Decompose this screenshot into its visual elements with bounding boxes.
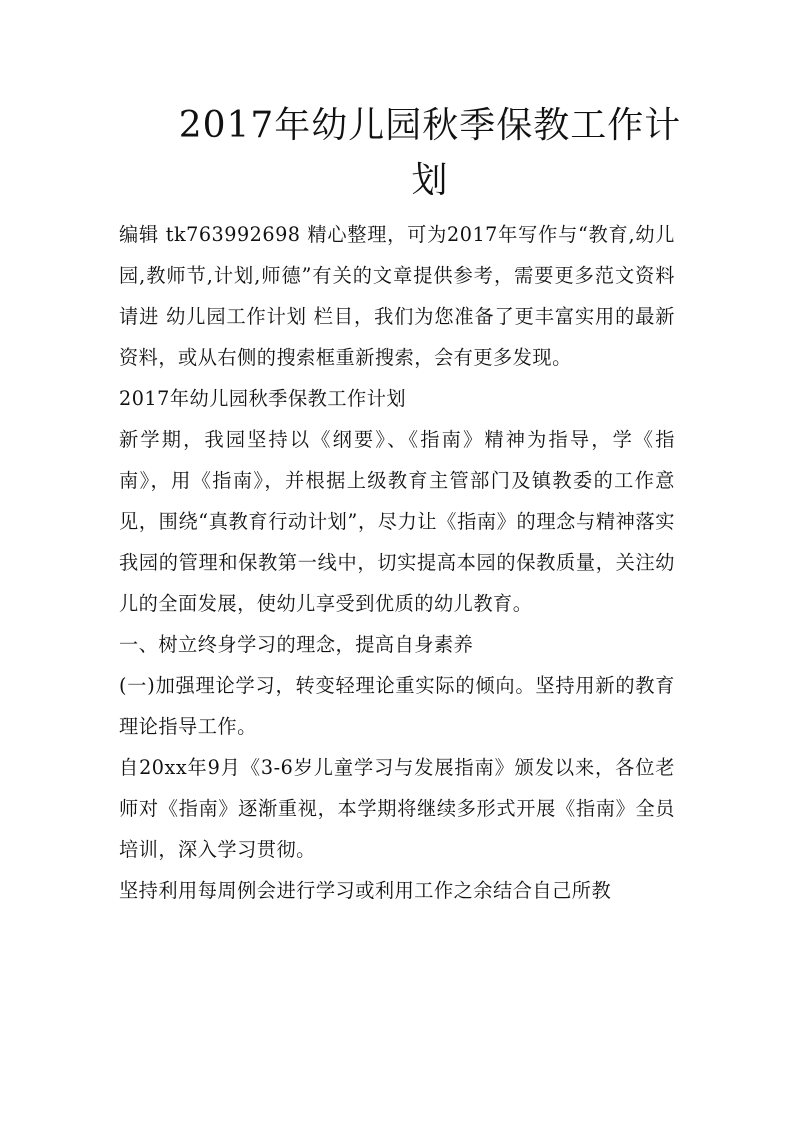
document-body [119,214,675,911]
subsection-heading: (一)加强理论学习，转变轻理论重实际的倾向。坚持用新的教育理论指导工作。 [119,674,675,738]
document-title: 2017年幼儿园秋季保教工作计划 [178,105,682,201]
body-paragraph: 新学期，我园坚持以《纲要》、《指南》精神为指导，学《指南》，用《指南》，并根据上级教育主管部门及镇教委的工作意见，围绕“真教育行动计划”，尽力让《指南》的理念与精神落实我园的管理和保教第一线中，切实提高本园的保教质量，关注幼儿的全面发展，使幼儿享受到优质的幼儿教育。 [119,428,675,615]
body-paragraph: 坚持利用每周例会进行学习或利用工作之余结合自己所教 [119,879,612,902]
subtitle-line: 2017年幼儿园秋季保教工作计划 [119,387,407,410]
intro-paragraph: 编辑 tk763992698 精心整理，可为2017年写作与“教育,幼儿园,教师节,计划,师德”有关的文章提供参考，需要更多范文资料请进 幼儿园工作计划 栏目，我们为您准备了更丰富实用的最新资料，或从右侧的搜索框重新搜索，会有更多发现。 [119,223,675,369]
body-paragraph: 自20xx年9月《3-6岁儿童学习与发展指南》颁发以来，各位老师对《指南》逐渐重视，本学期将继续多形式开展《指南》全员培训，深入学习贯彻。 [119,756,675,861]
section-heading: 一、树立终身学习的理念，提高自身素养 [119,633,474,656]
